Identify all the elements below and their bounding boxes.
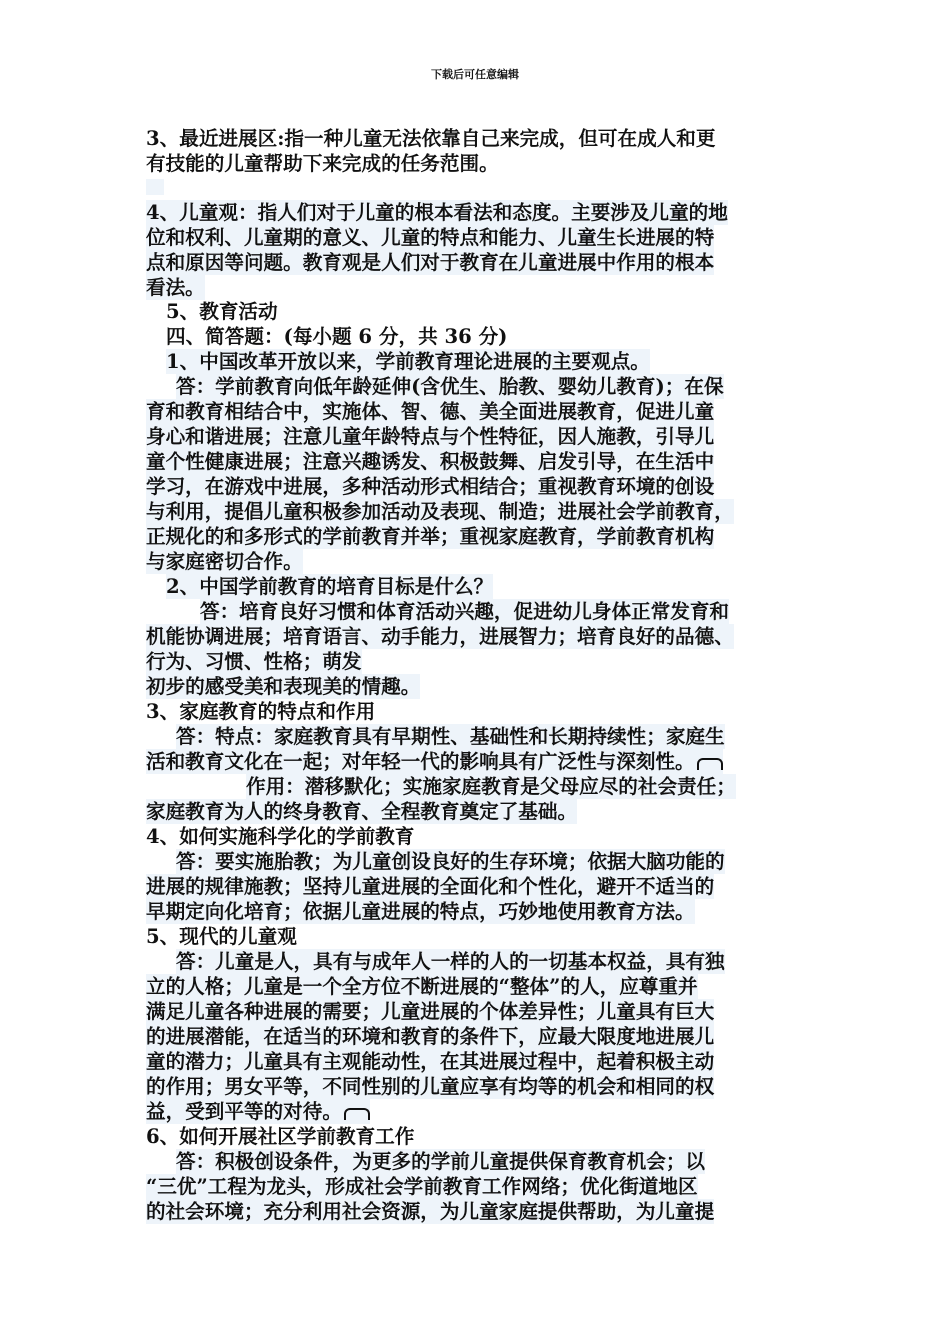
answer-line: 立的人格；儿童是一个全方位不断进展的“整体”的人，应尊重并	[146, 975, 698, 998]
answer-line: 童的潜力；儿童具有主观能动性，在其进展过程中，起着积极主动	[146, 1050, 715, 1073]
question-title: 1、中国改革开放以来，学前教育理论进展的主要观点。	[166, 350, 650, 373]
answer-line	[146, 1099, 370, 1124]
question-title: 4、如何实施科学化的学前教育	[146, 825, 415, 848]
answer-text: 益，受到平等的对待。	[146, 1100, 342, 1123]
answer-line: 的社会环境；充分利用社会资源，为儿童家庭提供帮助，为儿童提	[146, 1200, 715, 1223]
text-line: 3、最近进展区:指一种儿童无法依靠自己来完成，但可在成人和更	[146, 127, 716, 150]
answer-line: 答：学前教育向低年龄延伸(含优生、胎教、婴幼儿教育)；在保	[176, 375, 724, 398]
answer-line: 作用：潜移默化；实施家庭教育是父母应尽的社会责任；	[246, 775, 736, 798]
question-title: 6、如何开展社区学前教育工作	[146, 1125, 415, 1148]
section-heading: 四、简答题：(每小题 6 分，共 36 分)	[166, 325, 508, 348]
answer-line: 答：特点：家庭教育具有早期性、基础性和长期持续性；家庭生	[176, 725, 725, 748]
highlight-fragment	[146, 179, 164, 195]
answer-line: 机能协调进展；培育语言、动手能力，进展智力；培育良好的品德、	[146, 625, 734, 648]
text-line: 有技能的儿童帮助下来完成的任务范围。	[146, 152, 499, 175]
text-line: 位和权利、儿童期的意义、儿童的特点和能力、儿童生长进展的特	[146, 226, 715, 249]
answer-text: 活和教育文化在一起；对年轻一代的影响具有广泛性与深刻性。	[146, 750, 695, 773]
text-line: 点和原因等问题。教育观是人们对于教育在儿童进展中作用的根本	[146, 251, 715, 274]
answer-line: 答：培育良好习惯和体育活动兴趣，促进幼儿身体正常发育和	[200, 600, 730, 623]
answer-line: 与利用，提倡儿童积极参加活动及表现、制造；进展社会学前教育，	[146, 500, 734, 523]
answer-line: “三优”工程为龙头，形成社会学前教育工作网络；优化街道地区	[146, 1175, 698, 1198]
answer-line	[146, 749, 723, 774]
answer-line: 满足儿童各种进展的需要；儿童进展的个体差异性；儿童具有巨大	[146, 1000, 715, 1023]
answer-line: 学习，在游戏中进展，多种活动形式相结合；重视教育环境的创设	[146, 475, 715, 498]
question-title: 3、家庭教育的特点和作用	[146, 700, 376, 723]
answer-line: 答：积极创设条件，为更多的学前儿童提供保育教育机会；以	[176, 1150, 706, 1173]
question-title: 2、中国学前教育的培育目标是什么？	[166, 575, 494, 598]
answer-line: 进展的规律施教；坚持儿童进展的全面化和个性化，避开不适当的	[146, 875, 715, 898]
text-line: 5、教育活动	[166, 300, 278, 323]
answer-line: 早期定向化培育；依据儿童进展的特点，巧妙地使用教育方法。	[146, 900, 695, 923]
answer-line: 的作用；男女平等，不同性别的儿童应享有均等的机会和相同的权	[146, 1075, 715, 1098]
text-line: 4、儿童观：指人们对于儿童的根本看法和态度。主要涉及儿童的地	[146, 201, 728, 224]
page-header: 下载后可任意编辑	[431, 68, 519, 81]
answer-line: 初步的感受美和表现美的情趣。	[146, 675, 421, 698]
answer-line: 答：要实施胎教；为儿童创设良好的生存环境；依据大脑功能的	[176, 850, 725, 873]
question-title: 5、现代的儿童观	[146, 925, 297, 948]
edit-mark-icon	[697, 758, 723, 770]
answer-line: 与家庭密切合作。	[146, 550, 303, 573]
answer-line: 的进展潜能，在适当的环境和教育的条件下，应最大限度地进展儿	[146, 1025, 715, 1048]
answer-line: 家庭教育为人的终身教育、全程教育奠定了基础。	[146, 800, 578, 823]
answer-line: 答：儿童是人，具有与成年人一样的人的一切基本权益，具有独	[176, 950, 725, 973]
answer-line: 身心和谐进展；注意儿童年龄特点与个性特征，因人施教，引导儿	[146, 425, 715, 448]
answer-line: 正规化的和多形式的学前教育并举；重视家庭教育，学前教育机构	[146, 525, 715, 548]
answer-line: 行为、习惯、性格；萌发	[146, 650, 362, 673]
answer-line: 童个性健康进展；注意兴趣诱发、积极鼓舞、启发引导，在生活中	[146, 450, 715, 473]
answer-line: 育和教育相结合中，实施体、智、德、美全面进展教育，促进儿童	[146, 400, 715, 423]
edit-mark-icon	[344, 1108, 370, 1120]
text-line: 看法。	[146, 276, 205, 299]
